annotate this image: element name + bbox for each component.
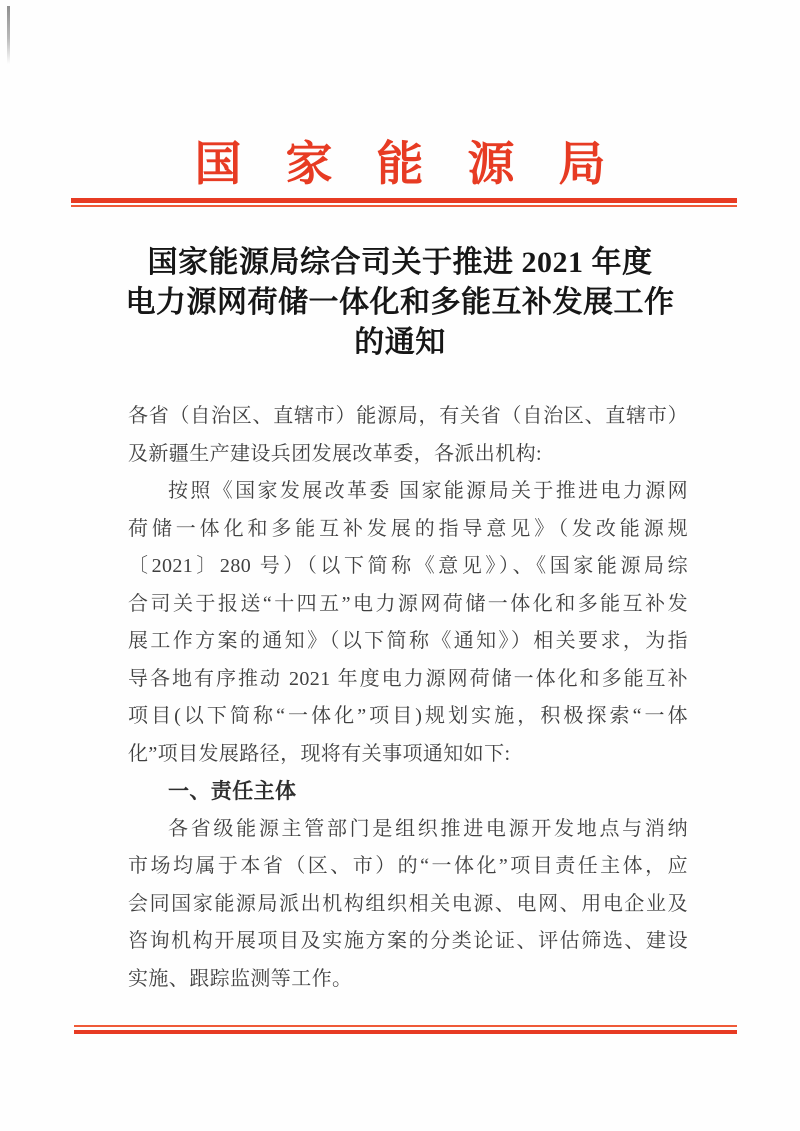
body-line-recipients-1: 各省（自治区、直辖市）能源局，有关省（自治区、直辖市） [128, 405, 688, 427]
body-line: 实施、跟踪监测等工作。 [128, 967, 353, 990]
body-line: 项目(以下简称“一体化”项目)规划实施，积极探索“一体 [128, 705, 688, 727]
section-heading-responsibility: 一、责任主体 [168, 780, 297, 803]
rule-thick-line [74, 1030, 737, 1034]
title-line-1: 国家能源局综合司关于推进 2021 年度 [147, 246, 653, 279]
body-line: 市场均属于本省（区、市）的“一体化”项目责任主体，应 [128, 855, 688, 877]
body-line: 按照《国家发展改革委 国家能源局关于推进电力源网 [168, 480, 688, 502]
body-line: 导各地有序推动 2021 年度电力源网荷储一体化和多能互补 [128, 667, 688, 690]
scan-artifact-mark [7, 6, 10, 64]
rule-thin-line [71, 205, 737, 207]
masthead-double-rule [71, 198, 737, 207]
body-line: 化”项目发展路径，现将有关事项通知如下: [128, 742, 511, 765]
footer-double-rule [74, 1025, 737, 1034]
document-title [0, 243, 800, 363]
body-line: 各省级能源主管部门是组织推进电源开发地点与消纳 [168, 817, 688, 840]
document-body [128, 398, 688, 998]
body-line: 会同国家能源局派出机构组织相关电源、电网、用电企业及 [128, 892, 688, 915]
body-line: 展工作方案的通知》（以下简称《通知》）相关要求，为指 [128, 630, 688, 652]
body-line-recipients-2: 及新疆生产建设兵团发展改革委，各派出机构: [128, 442, 542, 465]
title-line-2: 电力源网荷储一体化和多能互补发展工作 [125, 286, 675, 319]
body-line: 咨询机构开展项目及实施方案的分类论证、评估筛选、建设 [128, 930, 688, 952]
title-line-3: 的通知 [354, 326, 446, 359]
body-line: 合司关于报送“十四五”电力源网荷储一体化和多能互补发 [128, 592, 688, 615]
body-line: 荷储一体化和多能互补发展的指导意见》（发改能源规 [128, 517, 688, 540]
body-line: 〔2021〕280 号）（以下简称《意见》）、《国家能源局综 [128, 555, 688, 577]
agency-masthead: 国家能源局 [194, 139, 650, 191]
